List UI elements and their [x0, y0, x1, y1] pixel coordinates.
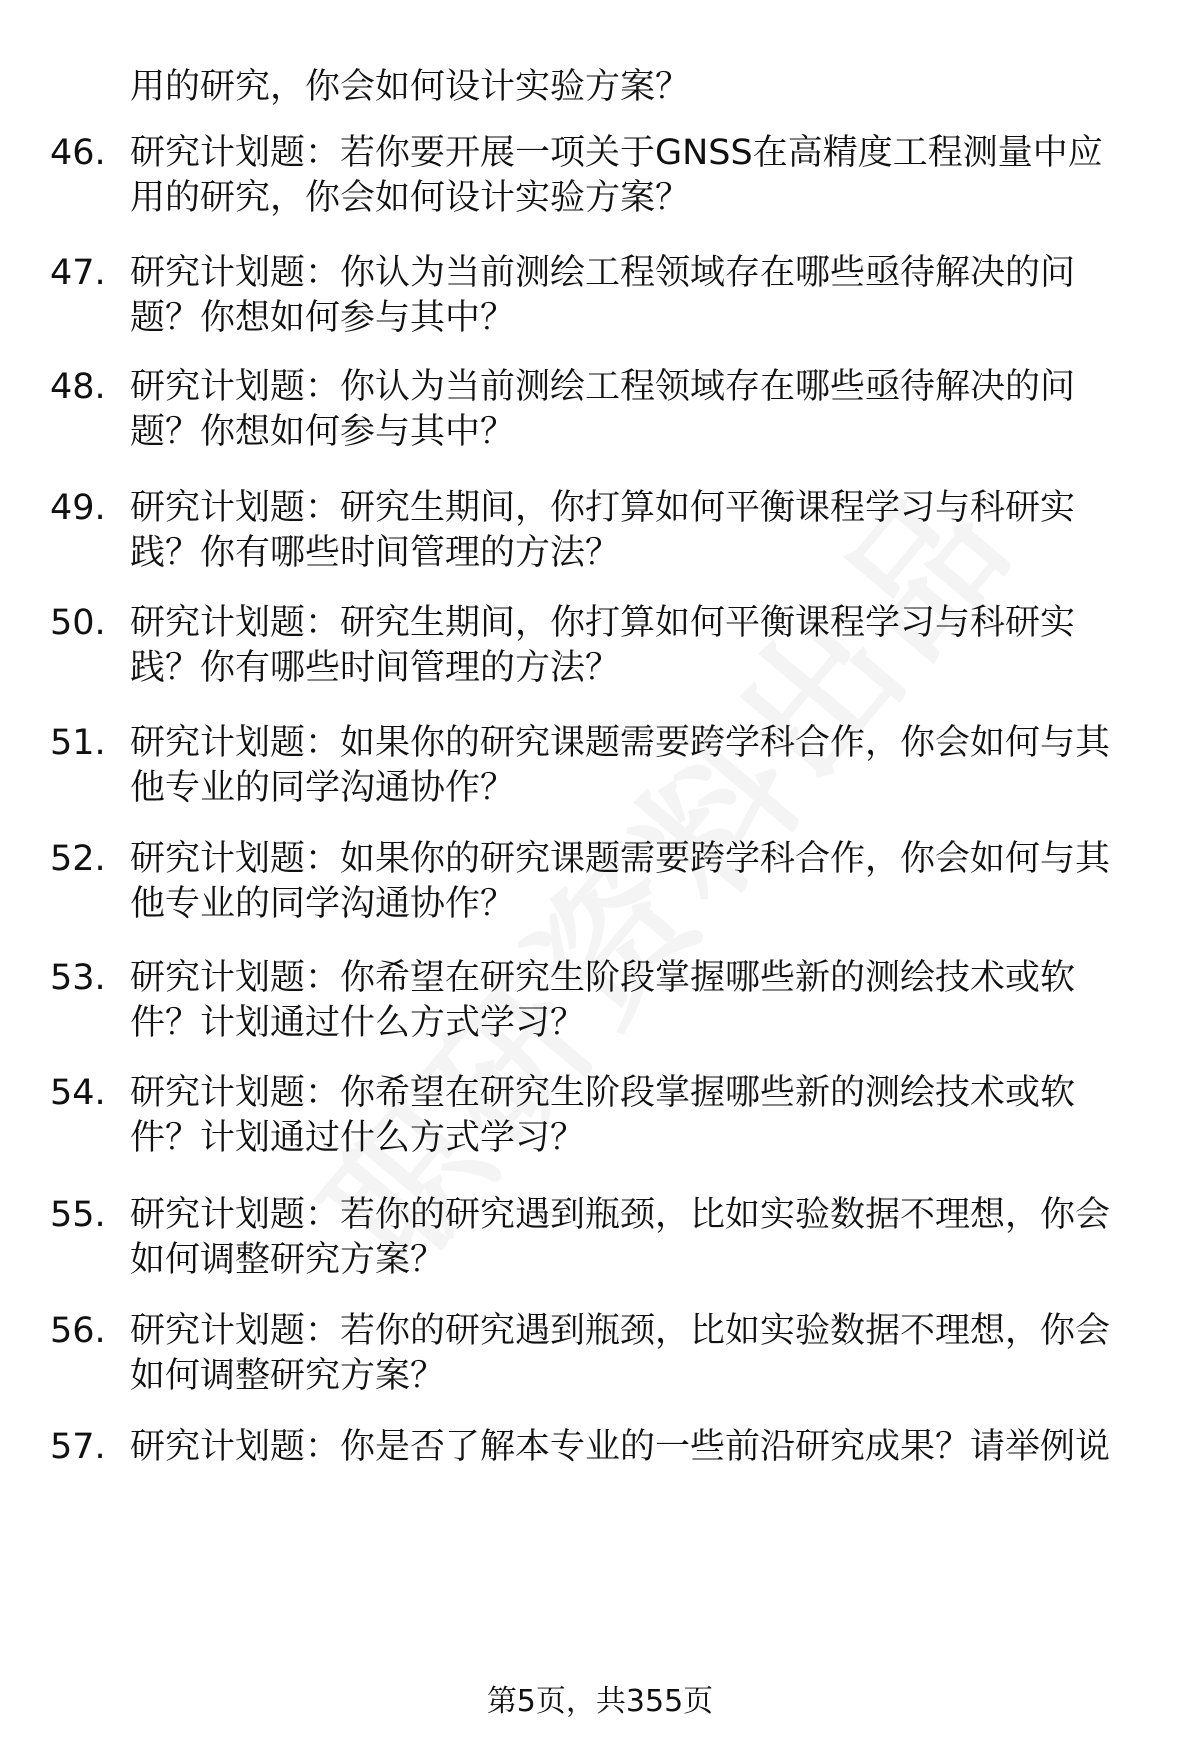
- question-text-line1: 研究计划题：研究生期间，你打算如何平衡课程学习与科研实: [130, 603, 1076, 643]
- question-text-line2: 如何调整研究方案？: [130, 1240, 446, 1280]
- question-text-line2: 他专业的同学沟通协作？: [130, 768, 516, 808]
- question-text-line2: 题？你想如何参与其中？: [130, 412, 516, 452]
- question-text-line1: 研究计划题：你希望在研究生阶段掌握哪些新的测绘技术或软: [130, 958, 1076, 998]
- question-number: 50.: [50, 603, 106, 643]
- question-text-line2: 践？你有哪些时间管理的方法？: [130, 533, 621, 573]
- question-text-line2: 用的研究，你会如何设计实验方案？: [130, 178, 691, 218]
- question-text-line1: 研究计划题：若你要开展一项关于GNSS在高精度工程测量中应: [130, 133, 1103, 173]
- question-number: 53.: [50, 958, 106, 998]
- question-text-line1: 研究计划题：你认为当前测绘工程领域存在哪些亟待解决的问: [130, 367, 1076, 407]
- question-number: 46.: [50, 133, 106, 173]
- question-text-line1: 研究计划题：你是否了解本专业的一些前沿研究成果？请举例说: [130, 1427, 1111, 1467]
- question-number: 47.: [50, 253, 106, 293]
- question-number: 49.: [50, 488, 106, 528]
- question-number: 57.: [50, 1427, 106, 1467]
- question-text-line1: 研究计划题：如果你的研究课题需要跨学科合作，你会如何与其: [130, 839, 1111, 879]
- question-number: 51.: [50, 723, 106, 763]
- question-text-line2: 他专业的同学沟通协作？: [130, 884, 516, 924]
- question-text-line1: 研究计划题：研究生期间，你打算如何平衡课程学习与科研实: [130, 488, 1076, 528]
- question-number: 55.: [50, 1195, 106, 1235]
- question-text-line2: 件？计划通过什么方式学习？: [130, 1118, 586, 1158]
- question-text-line2: 题？你想如何参与其中？: [130, 298, 516, 338]
- question-text-line2: 件？计划通过什么方式学习？: [130, 1003, 586, 1043]
- question-number: 56.: [50, 1311, 106, 1351]
- question-text-line2: 如何调整研究方案？: [130, 1356, 446, 1396]
- question-text-line1: 研究计划题：若你的研究遇到瓶颈，比如实验数据不理想，你会: [130, 1311, 1111, 1351]
- question-text-line1: 研究计划题：如果你的研究课题需要跨学科合作，你会如何与其: [130, 723, 1111, 763]
- continuation-line: 用的研究，你会如何设计实验方案？: [130, 67, 691, 107]
- question-text-line2: 践？你有哪些时间管理的方法？: [130, 648, 621, 688]
- page-footer: 第5页，共355页: [486, 1684, 714, 1719]
- question-number: 48.: [50, 367, 106, 407]
- question-text-line1: 研究计划题：你认为当前测绘工程领域存在哪些亟待解决的问: [130, 253, 1076, 293]
- question-text-line1: 研究计划题：你希望在研究生阶段掌握哪些新的测绘技术或软: [130, 1073, 1076, 1113]
- question-number: 54.: [50, 1073, 106, 1113]
- question-number: 52.: [50, 839, 106, 879]
- question-text-line1: 研究计划题：若你的研究遇到瓶颈，比如实验数据不理想，你会: [130, 1195, 1111, 1235]
